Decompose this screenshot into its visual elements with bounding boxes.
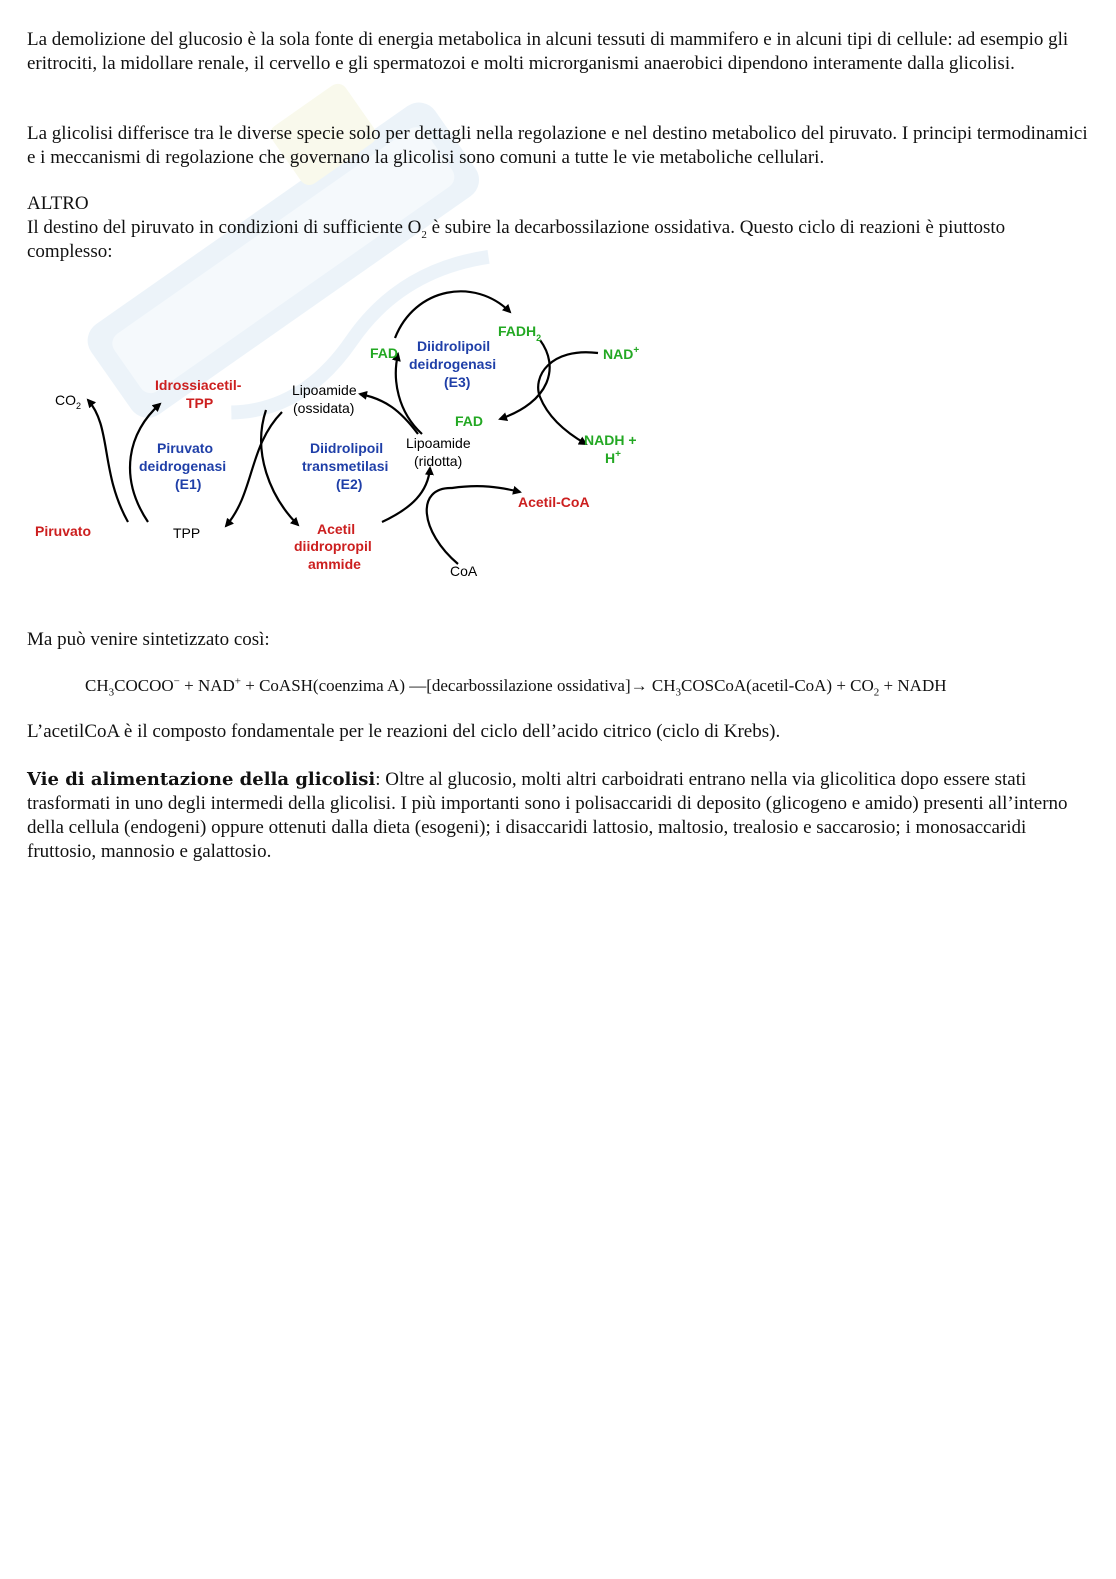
arc-nad-nadh — [538, 352, 598, 444]
e2-label-1: Diidrolipoil — [310, 440, 384, 456]
e3-label-1: Diidrolipoil — [417, 338, 491, 354]
idrossiacetil-label-1: Idrossiacetil- — [155, 377, 242, 393]
lipoamide-ox-label-2: (ossidata) — [293, 400, 355, 416]
fadh2-label: $FADH_2$ — [498, 323, 542, 343]
arc-to-lipoamide-rid — [382, 468, 430, 522]
lipoamide-rid-label-1: Lipoamide — [406, 435, 471, 451]
e2-label-2: transmetilasi — [302, 458, 389, 474]
pyruvate-dehydrogenase-diagram — [20, 282, 660, 587]
eq-sub3-b: 3 — [675, 686, 681, 699]
lipoamide-rid-label-2: (ridotta) — [414, 453, 463, 469]
eq-coscoa: COSCoA(acetil-CoA) + CO — [681, 676, 874, 695]
nadh-label-2: H+ — [605, 449, 621, 466]
eq-plus-sup: + — [234, 675, 241, 688]
fad-left-label: FAD — [370, 345, 398, 361]
co2-label: $CO_2$ — [55, 392, 82, 411]
e1-label-3: (E1) — [175, 476, 202, 492]
arc-to-acetil — [261, 410, 298, 525]
eq-coash: + CoASH(coenzima A) —[decarbossilazione ossidativa]→ CH — [241, 676, 676, 695]
arc-to-fad-bottom — [500, 340, 550, 419]
fad-bottom-label: FAD — [455, 413, 483, 429]
lipoamide-ox-label-1: Lipoamide — [292, 382, 357, 398]
tpp-label: TPP — [173, 525, 201, 541]
acetilcoa-label: Acetil-CoA — [518, 494, 590, 510]
e3-label-2: deidrogenasi — [409, 356, 497, 372]
piruvato-label: Piruvato — [35, 523, 92, 539]
eq-cocoo: COCOO — [114, 676, 174, 695]
acetil-label-1: Acetil — [317, 521, 356, 537]
altro-heading: ALTRO — [27, 193, 89, 214]
e3-label-3: (E3) — [444, 374, 471, 390]
vie-alimentazione-text: : Oltre al glucosio, molti altri carboidrati entrano nella via glicolitica dopo essere stati trasformati in uno degli intermedi della glicolisi. I più importanti sono i polisaccaridi di deposito (glicogeno e amido) presenti all’interno della cellula (endogeni) oppure ottenuti dalla dieta (esogeni); i disaccaridi lattosio, maltosio, trealosio e saccarosio; i monosaccaridi fruttosio, mannosio e galattosio. — [27, 769, 1068, 862]
eq-nadh: + NADH — [879, 676, 947, 695]
paragraph-acetilcoa: L’acetilCoA è il composto fondamentale per le reazioni del ciclo dell’acido citrico (ciclo di Krebs). — [27, 721, 781, 742]
reaction-equation — [85, 674, 947, 698]
altro-text-b: è subire la decarbossilazione ossidativa. Questo ciclo di reazioni è piuttosto complesso: — [27, 217, 1006, 262]
idrossiacetil-label-2: TPP — [186, 395, 214, 411]
arc-coa-acetilcoa — [427, 486, 520, 564]
coa-label: CoA — [450, 563, 478, 579]
paragraph-species: La glicolisi differisce tra le diverse specie solo per dettagli nella regolazione e nel destino metabolico del piruvato. I principi termodinamici e i meccanismi di regolazione che governano la glicolisi sono comuni a tutte le vie metaboliche cellulari. — [27, 123, 1088, 168]
paragraph-vie-alimentazione — [27, 768, 1089, 864]
nadh-label-1: NADH + — [584, 432, 637, 448]
eq-minus: − — [173, 675, 180, 688]
acetil-label-2: diidropropil — [294, 538, 372, 554]
o2-subscript: 2 — [421, 228, 427, 241]
nad-label: NAD+ — [603, 345, 640, 362]
altro-text — [27, 216, 1089, 264]
e1-label-1: Piruvato — [157, 440, 214, 456]
e2-label-3: (E2) — [336, 476, 363, 492]
eq-sub2: 2 — [873, 686, 880, 699]
arc-piruvato-co2 — [88, 400, 128, 522]
arc-to-tpp — [226, 412, 282, 526]
arc-to-lipoamide-ox — [360, 394, 418, 434]
paragraph-sintesi: Ma può venire sintetizzato così: — [27, 629, 270, 650]
arc-fad-fadh2 — [395, 291, 510, 338]
acetil-label-3: ammide — [308, 556, 361, 572]
e1-label-2: deidrogenasi — [139, 458, 227, 474]
vie-alimentazione-heading: Vie di alimentazione della glicolisi — [27, 769, 376, 790]
eq-ch: CH — [85, 676, 109, 695]
eq-nad: + NAD — [179, 676, 235, 695]
paragraph-intro: La demolizione del glucosio è la sola fonte di energia metabolica in alcuni tessuti di mammifero e in alcuni tipi di cellule: ad esempio gli eritrociti, la midollare renale, il cervello e gli spermatozoi e molti microrganismi anaerobici dipendono interamente dalla glicolisi. — [27, 29, 1069, 74]
eq-sub3: 3 — [108, 686, 115, 699]
altro-text-a: Il destino del piruvato in condizioni di sufficiente O — [27, 217, 422, 238]
paragraph-altro — [27, 192, 1089, 264]
